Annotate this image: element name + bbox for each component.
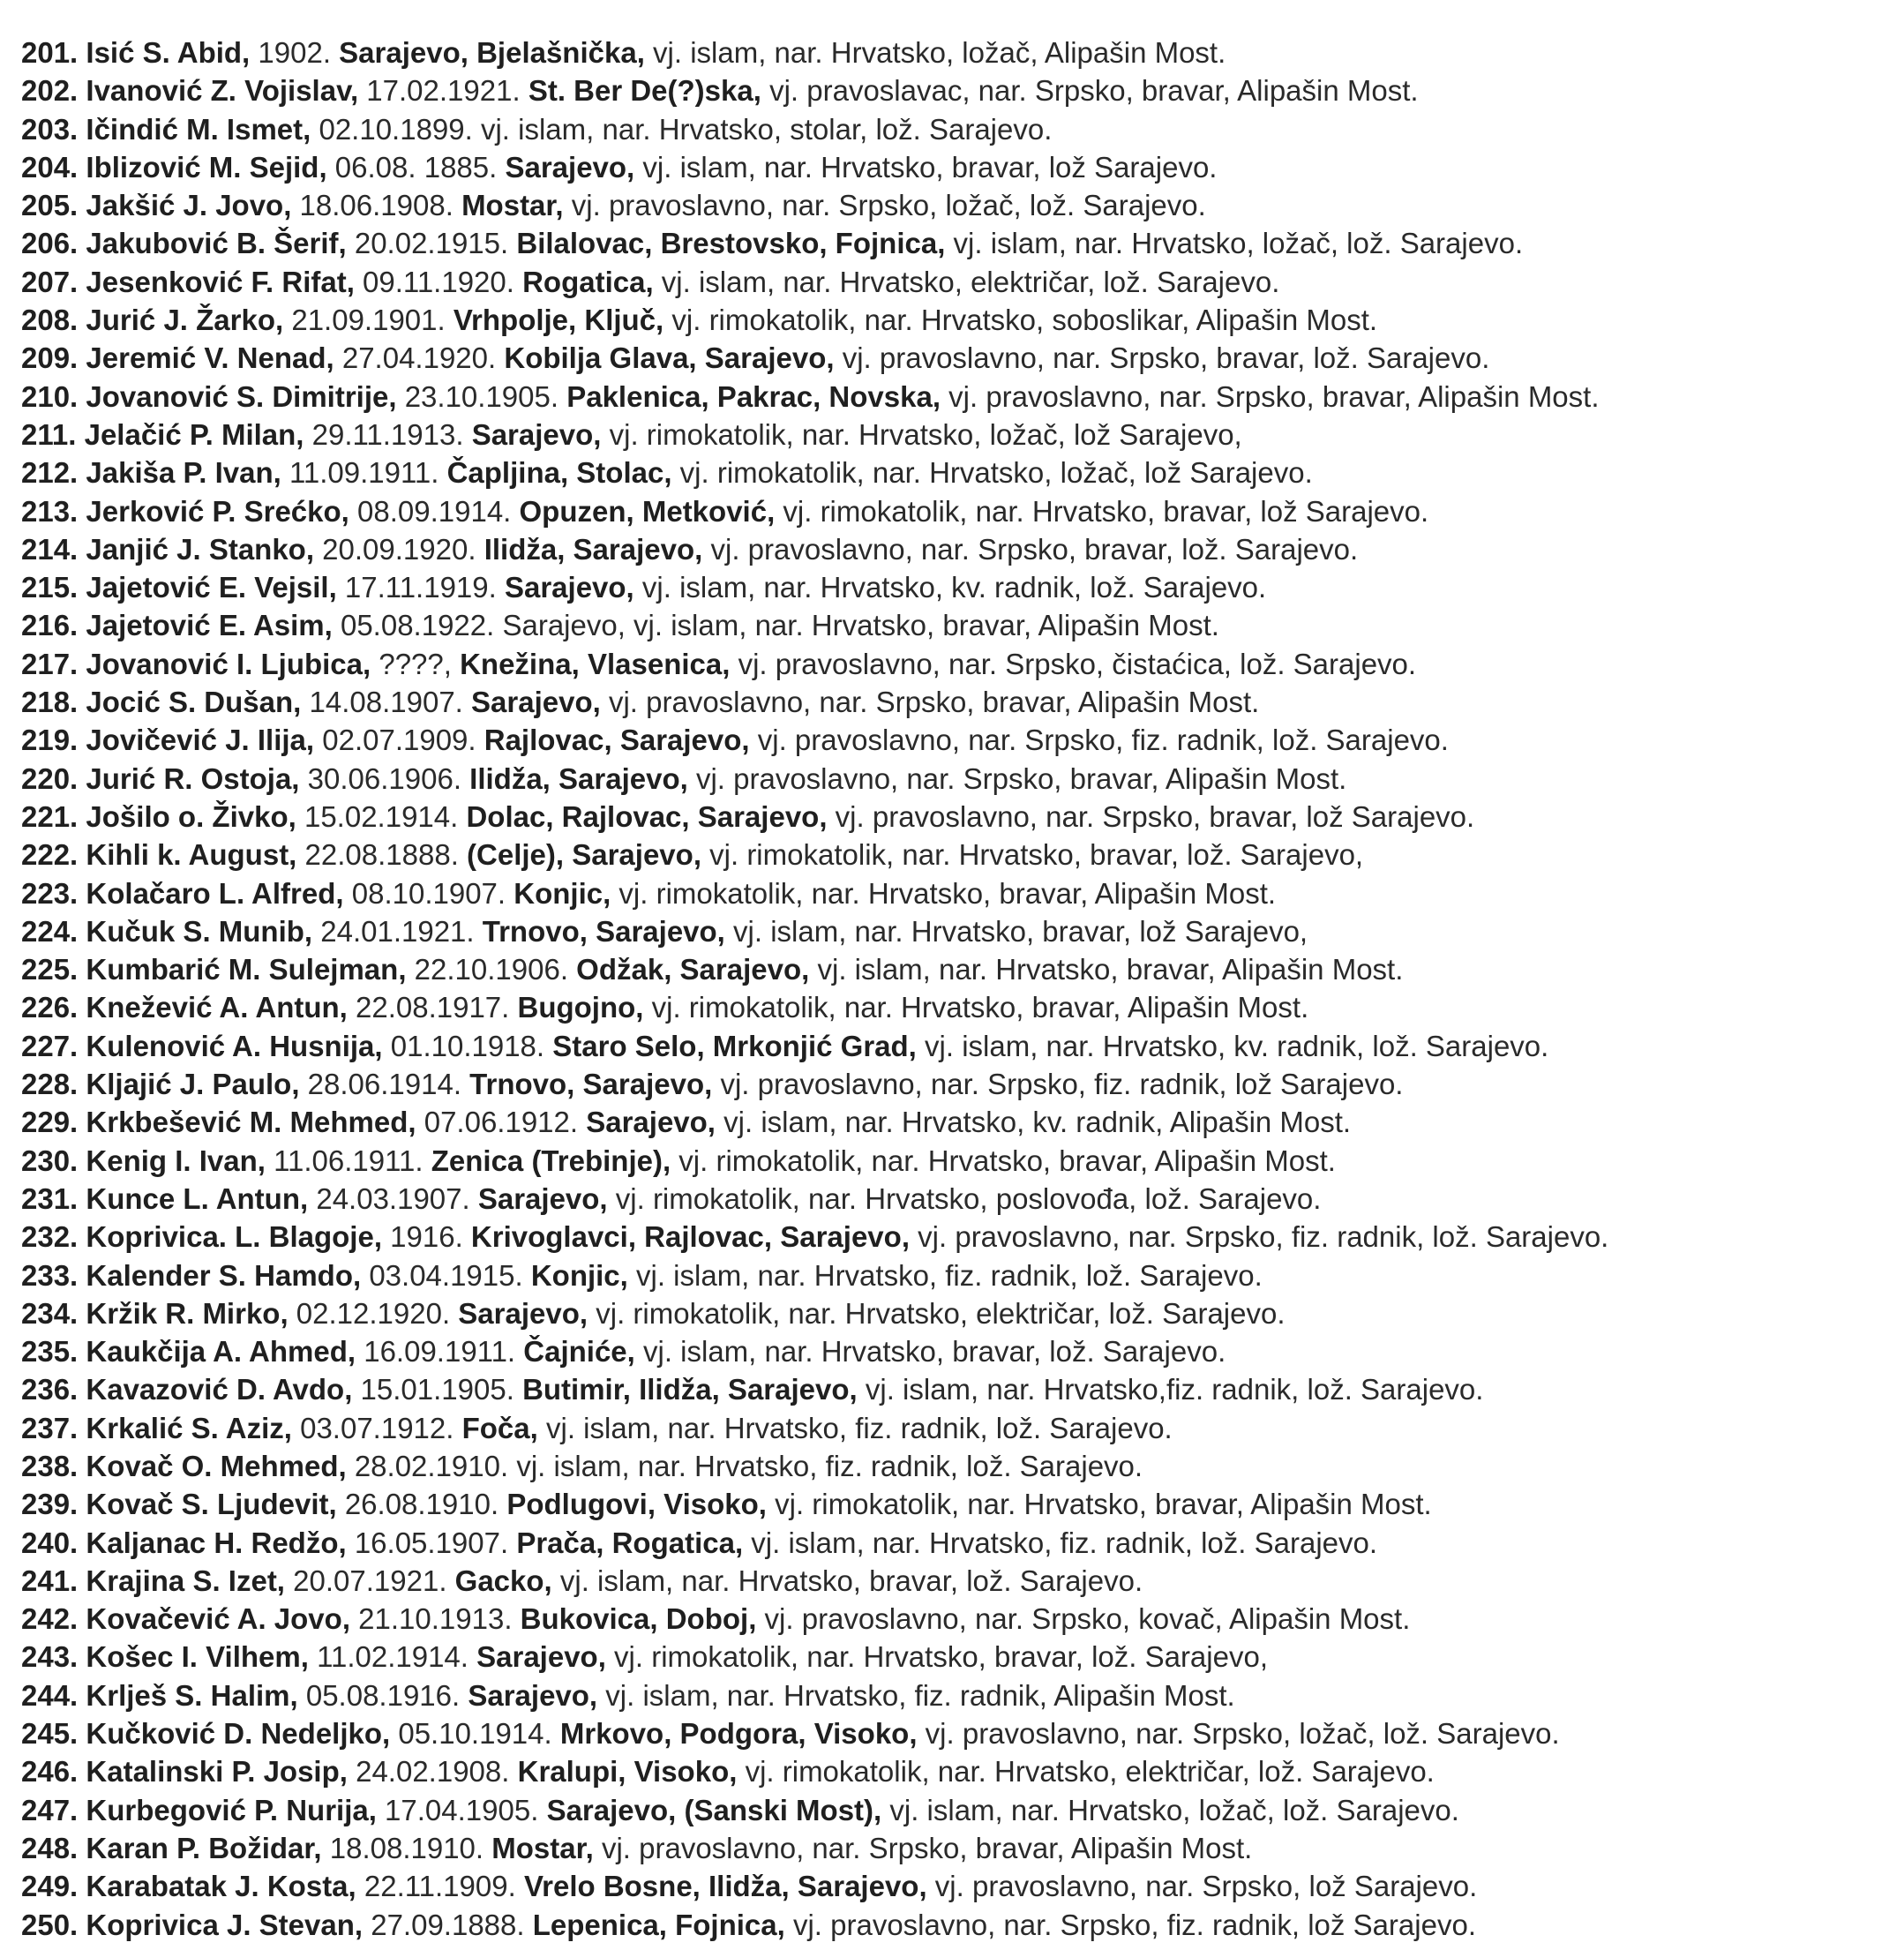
- entry-number: 215.: [21, 571, 79, 604]
- entry-number: 244.: [21, 1678, 79, 1712]
- birth-place: Krivoglavci, Rajlovac, Sarajevo,: [470, 1220, 910, 1254]
- birth-place: St. Ber De(?)ska,: [528, 74, 761, 108]
- entry-details: vj. rimokatolik, nar. Hrvatsko, bravar, Alipašin Most.: [766, 1488, 1432, 1521]
- entry-details: vj. rimokatolik, nar. Hrvatsko, bravar, Alipašin Most.: [611, 876, 1277, 910]
- birth-date: 02.12.1920.: [288, 1296, 459, 1330]
- birth-date: 22.10.1906.: [406, 953, 577, 986]
- person-name: Krkbešević M. Mehmed,: [86, 1106, 416, 1139]
- birth-place: (Celje), Sarajevo,: [467, 838, 701, 872]
- birth-date: 21.09.1901.: [283, 304, 454, 337]
- entry-number: 207.: [21, 265, 79, 298]
- birth-place: Sarajevo,: [471, 686, 601, 719]
- birth-place: Mostar,: [461, 189, 564, 222]
- entry-details: vj. pravoslavno, nar. Srpsko, lož Sarajevo.: [926, 1870, 1478, 1903]
- entry-details: vj. pravoslavno, nar. Srpsko, fiz. radnik, lož Sarajevo.: [712, 1068, 1404, 1101]
- person-name: Kunce L. Antun,: [86, 1181, 309, 1215]
- birth-date: 15.01.1905.: [352, 1373, 523, 1406]
- list-item: [21, 950, 1892, 988]
- person-name: Kenig I. Ivan,: [86, 1144, 266, 1177]
- person-name: Kaukčija A. Ahmed,: [86, 1335, 356, 1369]
- entry-details: vj. rimokatolik, nar. Hrvatsko, bravar, Alipašin Most.: [671, 1144, 1336, 1177]
- person-name: Kržik R. Mirko,: [86, 1296, 289, 1330]
- birth-place: Ilidža, Sarajevo,: [483, 532, 703, 566]
- birth-date: 07.06.1912.: [416, 1106, 587, 1139]
- birth-date: 09.11.1920.: [354, 265, 523, 298]
- entry-number: 239.: [21, 1488, 79, 1521]
- birth-date: 29.11.1913.: [304, 417, 472, 451]
- entry-details: vj. rimokatolik, nar. Hrvatsko, električar, lož. Sarajevo.: [588, 1296, 1286, 1330]
- entry-number: 214.: [21, 532, 79, 566]
- list-item: [21, 186, 1892, 224]
- person-name: Kovač S. Ljudevit,: [86, 1488, 337, 1521]
- person-name: Košec I. Vilhem,: [86, 1640, 309, 1674]
- list-item: [21, 1142, 1892, 1180]
- entry-details: vj. pravoslavno, nar. Srpsko, bravar, lož Sarajevo.: [827, 799, 1475, 833]
- list-item: [21, 1791, 1892, 1829]
- entry-details: vj. pravoslavno, nar. Srpsko, bravar, Alipašin Most.: [593, 1831, 1253, 1864]
- entry-details: vj. pravoslavno, nar. Srpsko, fiz. radnik, lož. Sarajevo.: [910, 1220, 1609, 1254]
- list-item: [21, 568, 1892, 606]
- entry-details: vj. pravoslavno, nar. Srpsko, bravar, lož. Sarajevo.: [702, 532, 1359, 566]
- birth-place: Bugojno,: [517, 991, 644, 1024]
- birth-date: 27.04.1920.: [334, 341, 505, 375]
- person-name: Jocić S. Dušan,: [86, 686, 302, 719]
- list-item: [21, 1370, 1892, 1408]
- entry-number: 247.: [21, 1793, 79, 1826]
- list-item: [21, 760, 1892, 798]
- list-item: [21, 1638, 1892, 1676]
- entry-number: 233.: [21, 1258, 79, 1292]
- birth-place: Lepenica, Fojnica,: [532, 1908, 785, 1941]
- birth-date: 26.08.1910.: [336, 1488, 507, 1521]
- person-name: Jesenković F. Rifat,: [86, 265, 355, 298]
- entry-details: vj. rimokatolik, nar. Hrvatsko, ložač, lož Sarajevo,: [601, 417, 1242, 451]
- entry-details: vj. islam, nar. Hrvatsko, ložač, lož. Sarajevo.: [881, 1793, 1459, 1826]
- birth-place: Konjic,: [530, 1258, 628, 1292]
- list-item: [21, 1600, 1892, 1638]
- entry-number: 228.: [21, 1068, 79, 1101]
- birth-date: 18.06.1908.: [291, 189, 462, 222]
- list-item: [21, 148, 1892, 186]
- person-name: Ivanović Z. Vojislav,: [86, 74, 359, 108]
- birth-date: 05.08.1916.: [297, 1678, 469, 1712]
- birth-date: 08.10.1907.: [343, 876, 514, 910]
- entry-details: vj. rimokatolik, nar. Hrvatsko, soboslikar, Alipašin Most.: [663, 304, 1378, 337]
- person-name: Jošilo o. Živko,: [86, 799, 296, 833]
- birth-place: Gacko,: [454, 1564, 552, 1597]
- birth-place: Odžak, Sarajevo,: [576, 953, 810, 986]
- entry-details: vj. islam, nar. Hrvatsko, kv. radnik, lož. Sarajevo.: [633, 571, 1267, 604]
- birth-place: Ilidža, Sarajevo,: [469, 761, 688, 795]
- list-item: [21, 224, 1892, 262]
- birth-date: 22.08.1917.: [347, 991, 518, 1024]
- person-name: Kaljanac H. Redžo,: [86, 1526, 347, 1559]
- birth-date: 03.07.1912.: [291, 1411, 462, 1444]
- entry-details: vj. pravoslavno, nar. Srpsko, fiz. radnik, lož. Sarajevo.: [749, 724, 1449, 757]
- person-name: Knežević A. Antun,: [86, 991, 348, 1024]
- birth-date: 03.04.1915.: [361, 1258, 531, 1292]
- list-item: [21, 1829, 1892, 1867]
- birth-date: 17.04.1905.: [376, 1793, 547, 1826]
- entry-number: 201.: [21, 36, 79, 69]
- person-name: Kučuk S. Munib,: [86, 914, 313, 948]
- birth-place: Trnovo, Sarajevo,: [469, 1068, 713, 1101]
- list-item: [21, 1256, 1892, 1294]
- entry-number: 209.: [21, 341, 79, 375]
- entry-details: vj. pravoslavno, nar. Srpsko, ložač, lož. Sarajevo.: [563, 189, 1206, 222]
- list-item: [21, 530, 1892, 568]
- entry-details: vj. rimokatolik, nar. Hrvatsko, električar, lož. Sarajevo.: [737, 1755, 1435, 1789]
- person-name: Jurić J. Žarko,: [86, 304, 284, 337]
- person-name: Jajetović E. Vejsil,: [86, 571, 337, 604]
- birth-date: 24.02.1908.: [347, 1755, 518, 1789]
- person-name: Jelačić P. Milan,: [84, 417, 304, 451]
- entry-details: vj. islam, nar. Hrvatsko, bravar, lož Sarajevo.: [634, 150, 1218, 184]
- list-item: [21, 798, 1892, 836]
- birth-date: 15.02.1914.: [296, 799, 467, 833]
- person-name: Jovanović I. Ljubica,: [86, 647, 371, 680]
- entry-details: vj. pravoslavno, nar. Srpsko, ložač, lož. Sarajevo.: [917, 1717, 1560, 1751]
- list-item: [21, 1332, 1892, 1370]
- entry-number: 224.: [21, 914, 79, 948]
- entry-details: vj. pravoslavno, nar. Srpsko, fiz. radnik, lož Sarajevo.: [784, 1908, 1476, 1941]
- birth-place: Bilalovac, Brestovsko, Fojnica,: [516, 227, 946, 260]
- person-name: Krkalić S. Aziz,: [86, 1411, 292, 1444]
- document-body: [21, 34, 1892, 1944]
- birth-place: Vrelo Bosne, Ilidža, Sarajevo,: [523, 1870, 927, 1903]
- entry-number: 232.: [21, 1220, 79, 1254]
- list-item: [21, 721, 1892, 759]
- entry-number: 234.: [21, 1296, 79, 1330]
- birth-place: Butimir, Ilidža, Sarajevo,: [522, 1373, 858, 1406]
- entry-number: 208.: [21, 304, 79, 337]
- person-name: Iblizović M. Sejid,: [86, 150, 327, 184]
- entry-details: vj. rimokatolik, nar. Hrvatsko, bravar, lož. Sarajevo,: [605, 1640, 1268, 1674]
- birth-date: 28.02.1910. vj. islam, nar. Hrvatsko, fiz. radnik, lož. Sarajevo.: [346, 1449, 1143, 1482]
- list-item: [21, 645, 1892, 683]
- person-name: Jajetović E. Asim,: [86, 609, 333, 642]
- birth-date: 20.07.1921.: [284, 1564, 455, 1597]
- birth-place: Sarajevo,: [505, 150, 635, 184]
- entry-number: 248.: [21, 1831, 79, 1864]
- person-name: Ičindić M. Ismet,: [86, 112, 311, 146]
- entry-number: 236.: [21, 1373, 79, 1406]
- person-name: Isić S. Abid,: [86, 36, 251, 69]
- person-name: Janjić J. Stanko,: [86, 532, 315, 566]
- entry-details: vj. islam, nar. Hrvatsko, bravar, lož Sarajevo,: [724, 914, 1308, 948]
- person-name: Koprivica J. Stevan,: [86, 1908, 364, 1941]
- person-name: Jovanović S. Dimitrije,: [86, 379, 397, 413]
- birth-place: Sarajevo, (Sanski Most),: [546, 1793, 882, 1826]
- person-name: Koprivica. L. Blagoje,: [86, 1220, 382, 1254]
- birth-date: 11.06.1911.: [265, 1144, 431, 1177]
- entry-number: 230.: [21, 1144, 79, 1177]
- entry-number: 221.: [21, 799, 79, 833]
- birth-place: Podlugovi, Visoko,: [506, 1488, 767, 1521]
- entry-number: 218.: [21, 686, 79, 719]
- entry-details: vj. islam, nar. Hrvatsko, fiz. radnik, lož. Sarajevo.: [537, 1411, 1173, 1444]
- entry-details: vj. rimokatolik, nar. Hrvatsko, bravar, lož Sarajevo.: [775, 494, 1429, 528]
- birth-date: 20.02.1915.: [346, 227, 517, 260]
- birth-date: 22.11.1909.: [356, 1870, 524, 1903]
- list-item: [21, 1027, 1892, 1065]
- birth-place: Sarajevo,: [504, 571, 634, 604]
- person-name: Kumbarić M. Sulejman,: [86, 953, 407, 986]
- birth-place: Knežina, Vlasenica,: [460, 647, 731, 680]
- person-name: Kihli k. August,: [86, 838, 297, 872]
- person-name: Kurbegović P. Nurija,: [86, 1793, 377, 1826]
- list-item: [21, 339, 1892, 377]
- entry-details: vj. islam, nar. Hrvatsko, ložač, Alipašin Most.: [644, 36, 1226, 69]
- birth-place: Čajniće,: [523, 1335, 635, 1369]
- entry-number: 212.: [21, 456, 79, 490]
- person-name: Jakšić J. Jovo,: [86, 189, 292, 222]
- entry-number: 220.: [21, 761, 79, 795]
- entry-number: 210.: [21, 379, 79, 413]
- entry-details: vj. pravoslavno, nar. Srpsko, kovač, Alipašin Most.: [756, 1602, 1411, 1636]
- birth-place: Staro Selo, Mrkonjić Grad,: [552, 1029, 917, 1062]
- entry-details: vj. islam, nar. Hrvatsko, kv. radnik, Alipašin Most.: [715, 1106, 1352, 1139]
- birth-date: 01.10.1918.: [382, 1029, 553, 1062]
- birth-place: Kobilja Glava, Sarajevo,: [504, 341, 835, 375]
- entry-details: vj. rimokatolik, nar. Hrvatsko, poslovođa, lož. Sarajevo.: [607, 1181, 1322, 1215]
- birth-place: Sarajevo,: [458, 1296, 588, 1330]
- entry-number: 203.: [21, 112, 79, 146]
- entry-details: vj. islam, nar. Hrvatsko, kv. radnik, lož. Sarajevo.: [916, 1029, 1549, 1062]
- entry-details: vj. islam, nar. Hrvatsko, bravar, lož. Sarajevo.: [634, 1335, 1226, 1369]
- entry-details: vj. islam, nar. Hrvatsko, fiz. radnik, lož. Sarajevo.: [627, 1258, 1263, 1292]
- entry-details: vj. pravoslavno, nar. Srpsko, bravar, Alipašin Most.: [940, 379, 1600, 413]
- person-name: Kučković D. Nedeljko,: [86, 1717, 391, 1751]
- entry-number: 219.: [21, 724, 79, 757]
- entry-number: 223.: [21, 876, 79, 910]
- birth-date: 20.09.1920.: [314, 532, 484, 566]
- entry-details: vj. islam, nar. Hrvatsko, fiz. radnik, lož. Sarajevo.: [743, 1526, 1378, 1559]
- entry-number: 213.: [21, 494, 79, 528]
- entry-details: vj. pravoslavno, nar. Srpsko, bravar, Alipašin Most.: [600, 686, 1260, 719]
- entry-number: 245.: [21, 1717, 79, 1751]
- entry-number: 240.: [21, 1526, 79, 1559]
- entry-number: 202.: [21, 74, 79, 108]
- entry-number: 226.: [21, 991, 79, 1024]
- list-item: [21, 1409, 1892, 1447]
- entry-number: 235.: [21, 1335, 79, 1369]
- list-item: [21, 71, 1892, 109]
- list-item: [21, 416, 1892, 454]
- person-name: Jeremić V. Nenad,: [86, 341, 334, 375]
- entry-number: 204.: [21, 150, 79, 184]
- entry-details: vj. rimokatolik, nar. Hrvatsko, ložač, lož Sarajevo.: [671, 456, 1313, 490]
- person-name: Karabatak J. Kosta,: [86, 1870, 356, 1903]
- birth-date: 16.09.1911.: [356, 1335, 524, 1369]
- list-item: [21, 263, 1892, 301]
- entry-details: vj. islam, nar. Hrvatsko, bravar, Alipašin Most.: [809, 953, 1404, 986]
- entry-details: vj. islam, nar. Hrvatsko,fiz. radnik, lož. Sarajevo.: [857, 1373, 1484, 1406]
- entry-number: 238.: [21, 1449, 79, 1482]
- list-item: [21, 1562, 1892, 1600]
- birth-date: 30.06.1906.: [299, 761, 470, 795]
- birth-date: 18.08.1910.: [321, 1831, 492, 1864]
- entry-number: 231.: [21, 1181, 79, 1215]
- birth-date: 02.10.1899. vj. islam, nar. Hrvatsko, stolar, lož. Sarajevo.: [311, 112, 1053, 146]
- entry-number: 205.: [21, 189, 79, 222]
- birth-place: Sarajevo,: [468, 1678, 598, 1712]
- list-item: [21, 34, 1892, 71]
- person-name: Katalinski P. Josip,: [86, 1755, 348, 1789]
- birth-place: Zenica (Trebinje),: [431, 1144, 671, 1177]
- birth-place: Paklenica, Pakrac, Novska,: [566, 379, 941, 413]
- entry-details: vj. pravoslavac, nar. Srpsko, bravar, Alipašin Most.: [761, 74, 1419, 108]
- entry-number: 206.: [21, 227, 79, 260]
- birth-place: Bukovica, Doboj,: [520, 1602, 757, 1636]
- birth-place: Sarajevo,: [476, 1640, 606, 1674]
- birth-place: Sarajevo,: [471, 417, 602, 451]
- list-item: [21, 1485, 1892, 1523]
- list-item: [21, 988, 1892, 1026]
- person-name: Krlješ S. Halim,: [86, 1678, 298, 1712]
- birth-date: 24.03.1907.: [308, 1181, 478, 1215]
- entry-number: 217.: [21, 647, 79, 680]
- birth-place: Vrhpolje, Ključ,: [453, 304, 664, 337]
- entry-details: vj. pravoslavno, nar. Srpsko, čistaćica, lož. Sarajevo.: [730, 647, 1417, 680]
- person-name: Jurić R. Ostoja,: [86, 761, 300, 795]
- list-item: [21, 492, 1892, 530]
- birth-place: Trnovo, Sarajevo,: [482, 914, 725, 948]
- birth-date: 16.05.1907.: [346, 1526, 517, 1559]
- list-item: [21, 1180, 1892, 1218]
- birth-place: Rogatica,: [522, 265, 654, 298]
- list-item: [21, 301, 1892, 339]
- person-name: Krajina S. Izet,: [86, 1564, 285, 1597]
- entry-number: 229.: [21, 1106, 79, 1139]
- birth-date: 23.10.1905.: [396, 379, 567, 413]
- list-item: [21, 454, 1892, 491]
- entry-details: vj. islam, nar. Hrvatsko, električar, lož. Sarajevo.: [653, 265, 1280, 298]
- entry-number: 216.: [21, 609, 79, 642]
- person-name: Kavazović D. Avdo,: [86, 1373, 353, 1406]
- birth-date: 14.08.1907.: [301, 686, 472, 719]
- entry-details: vj. rimokatolik, nar. Hrvatsko, bravar, Alipašin Most.: [643, 991, 1309, 1024]
- entry-details: vj. pravoslavno, nar. Srpsko, bravar, Alipašin Most.: [687, 761, 1347, 795]
- person-name: Kovač O. Mehmed,: [86, 1449, 347, 1482]
- person-name: Jerković P. Srećko,: [86, 494, 349, 528]
- list-item: [21, 1867, 1892, 1905]
- birth-place: Čapljina, Stolac,: [446, 456, 672, 490]
- person-name: Kalender S. Hamdo,: [86, 1258, 362, 1292]
- entry-number: 243.: [21, 1640, 79, 1674]
- list-item: [21, 1447, 1892, 1485]
- person-name: Jakubović B. Šerif,: [86, 227, 347, 260]
- birth-date: 06.08. 1885.: [326, 150, 506, 184]
- entry-details: vj. islam, nar. Hrvatsko, ložač, lož. Sarajevo.: [945, 227, 1524, 260]
- birth-date: 08.09.1914.: [349, 494, 520, 528]
- birth-place: Prača, Rogatica,: [516, 1526, 744, 1559]
- birth-place: Mrkovo, Podgora, Visoko,: [559, 1717, 918, 1751]
- person-name: Kljajić J. Paulo,: [86, 1068, 300, 1101]
- birth-place: Sarajevo, Bjelašnička,: [339, 36, 645, 69]
- birth-date: 1902.: [250, 36, 340, 69]
- birth-date: 21.10.1913.: [349, 1602, 521, 1636]
- person-name: Kovačević A. Jovo,: [86, 1602, 350, 1636]
- entry-number: 249.: [21, 1870, 79, 1903]
- list-item: [21, 606, 1892, 644]
- birth-date: 02.07.1909.: [314, 724, 484, 757]
- birth-place: Mostar,: [491, 1831, 594, 1864]
- list-item: [21, 874, 1892, 912]
- birth-date: 28.06.1914.: [299, 1068, 470, 1101]
- list-item: [21, 1752, 1892, 1790]
- person-name: Kolačaro L. Alfred,: [86, 876, 344, 910]
- entry-number: 237.: [21, 1411, 79, 1444]
- birth-date: 1916.: [381, 1220, 471, 1254]
- person-name: Karan P. Božidar,: [86, 1831, 322, 1864]
- list-item: [21, 1906, 1892, 1944]
- spacer: [76, 418, 84, 451]
- birth-date: 27.09.1888.: [363, 1908, 533, 1941]
- entry-details: vj. rimokatolik, nar. Hrvatsko, bravar, lož. Sarajevo,: [701, 838, 1364, 872]
- birth-place: Konjic,: [513, 876, 611, 910]
- birth-place: Dolac, Rajlovac, Sarajevo,: [466, 799, 828, 833]
- birth-place: Opuzen, Metković,: [519, 494, 776, 528]
- entry-number: 250.: [21, 1908, 79, 1941]
- birth-date: ????,: [371, 647, 461, 680]
- entry-number: 227.: [21, 1029, 79, 1062]
- birth-date: 11.02.1914.: [308, 1640, 477, 1674]
- entry-number: 211.: [21, 417, 77, 451]
- birth-date: 17.02.1921.: [358, 74, 528, 108]
- entry-details: vj. pravoslavno, nar. Srpsko, bravar, lož. Sarajevo.: [834, 341, 1490, 375]
- entry-number: 241.: [21, 1564, 79, 1597]
- birth-place: Kralupi, Visoko,: [517, 1755, 738, 1789]
- list-item: [21, 1714, 1892, 1752]
- list-item: [21, 683, 1892, 721]
- entry-number: 242.: [21, 1602, 79, 1636]
- birth-date: 11.09.1911.: [281, 456, 447, 490]
- list-item: [21, 1294, 1892, 1332]
- birth-date: 17.11.1919.: [336, 571, 505, 604]
- birth-place: Sarajevo,: [586, 1106, 716, 1139]
- entry-number: 246.: [21, 1755, 79, 1789]
- list-item: [21, 1676, 1892, 1714]
- entry-number: 222.: [21, 838, 79, 872]
- list-item: [21, 1218, 1892, 1256]
- person-name: Jakiša P. Ivan,: [86, 456, 281, 490]
- entry-number: 225.: [21, 953, 79, 986]
- birth-date: 22.08.1888.: [296, 838, 468, 872]
- birth-place: Foča,: [461, 1411, 538, 1444]
- birth-date: 24.01.1921.: [312, 914, 483, 948]
- person-name: Jovičević J. Ilija,: [86, 724, 315, 757]
- birth-date: 05.10.1914.: [390, 1717, 560, 1751]
- list-item: [21, 1103, 1892, 1141]
- list-item: [21, 836, 1892, 874]
- birth-date: 05.08.1922. Sarajevo, vj. islam, nar. Hrvatsko, bravar, Alipašin Most.: [332, 609, 1219, 642]
- entry-details: vj. islam, nar. Hrvatsko, fiz. radnik, Alipašin Most.: [597, 1678, 1235, 1712]
- person-name: Kulenović A. Husnija,: [86, 1029, 383, 1062]
- list-item: [21, 378, 1892, 416]
- list-item: [21, 1524, 1892, 1562]
- entry-details: vj. islam, nar. Hrvatsko, bravar, lož. Sarajevo.: [551, 1564, 1143, 1597]
- list-item: [21, 1065, 1892, 1103]
- birth-place: Rajlovac, Sarajevo,: [483, 724, 750, 757]
- list-item: [21, 110, 1892, 148]
- birth-place: Sarajevo,: [477, 1181, 608, 1215]
- list-item: [21, 912, 1892, 950]
